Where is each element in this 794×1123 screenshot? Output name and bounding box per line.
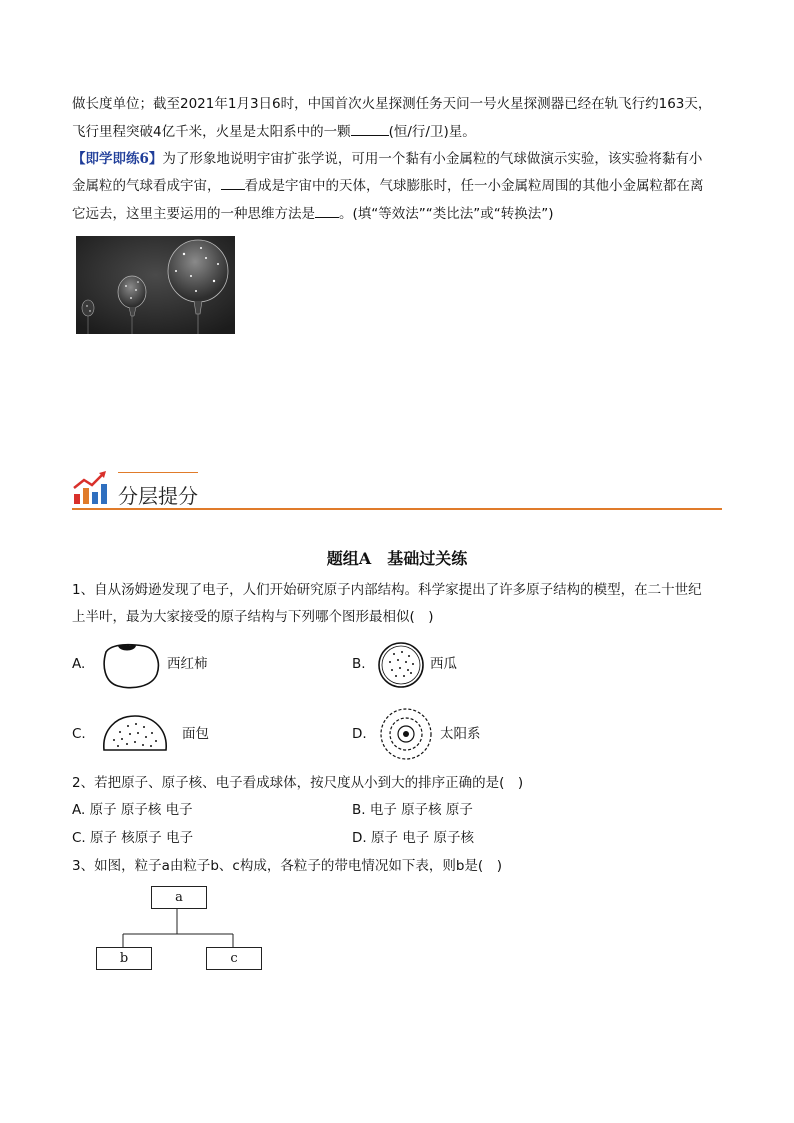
practice6-tag: 【即学即练6】	[72, 151, 163, 167]
q2-option-a: A. 原子 原子核 电子	[72, 802, 193, 818]
practice6-line-2-a: 金属粒的气球看成宇宙，	[72, 178, 221, 194]
q1-option-d-label: 太阳系	[440, 726, 481, 742]
practice6-line-2-b: 看成是宇宙中的天体，气球膨胀时，任一小金属粒周围的其他小金属粒都在离	[244, 178, 704, 194]
q3-stem: 3、如图，粒子a由粒子b、c构成，各粒子的带电情况如下表，则b是( )	[72, 858, 502, 874]
q1-option-c-label: 面包	[182, 726, 209, 742]
q1-option-b-letter: B.	[352, 656, 366, 672]
q2-option-c: C. 原子 核原子 电子	[72, 830, 194, 846]
tomato-drawing	[100, 640, 162, 690]
section-rule	[72, 508, 722, 510]
intro-line-1: 做长度单位；截至2021年1月3日6时，中国首次火星探测任务天问一号火星探测器已经在轨飞行约163天，	[72, 96, 712, 112]
q1-option-a-label: 西红柿	[167, 656, 208, 672]
q1-option-d-letter: D.	[352, 726, 367, 742]
q2-option-b: B. 电子 原子核 原子	[352, 802, 473, 818]
q2-stem: 2、若把原子、原子核、电子看成球体，按尺度从小到大的排序正确的是( )	[72, 775, 524, 791]
practice6-line-2	[72, 176, 704, 196]
q1-line-2: 上半叶，最为大家接受的原子结构与下列哪个图形最相似( )	[72, 609, 434, 625]
section-topline	[118, 472, 198, 473]
growth-chart-icon	[72, 470, 108, 506]
group-title: 题组A 基础过关练	[326, 549, 468, 568]
practice6-line-3-b: 。(填“等效法”“类比法”或“转换法”)	[339, 206, 554, 222]
balloon-photo	[76, 236, 235, 334]
particle-a-box: a	[151, 886, 207, 909]
answer-blank	[315, 204, 339, 218]
practice6-line-1	[72, 149, 702, 169]
q2-option-d: D. 原子 电子 原子核	[352, 830, 475, 846]
intro-line-2-tail: (恒/行/卫)星。	[388, 124, 476, 140]
q1-line-1: 1、自从汤姆逊发现了电子，人们开始研究原子内部结构。科学家提出了许多原子结构的模型，在二十世纪	[72, 582, 702, 598]
intro-line-2	[72, 122, 476, 142]
solar-system-drawing	[378, 706, 434, 762]
bread-drawing	[100, 712, 170, 756]
particle-b-box: b	[96, 947, 152, 970]
practice6-line-3	[72, 204, 554, 224]
intro-line-2-text: 飞行里程突破4亿千米，火星是太阳系中的一颗	[72, 124, 351, 140]
practice6-line-1-text: 为了形象地说明宇宙扩张学说，可用一个黏有小金属粒的气球做演示实验，该实验将黏有小	[162, 151, 703, 167]
q1-option-c-letter: C.	[72, 726, 86, 742]
answer-blank	[351, 122, 389, 136]
watermelon-drawing	[376, 640, 426, 690]
q1-option-b-label: 西瓜	[430, 656, 457, 672]
answer-blank	[221, 176, 245, 190]
section-header	[72, 470, 722, 512]
particle-c-box: c	[206, 947, 262, 970]
q1-option-a-letter: A.	[72, 656, 86, 672]
section-title: 分层提分	[118, 484, 198, 508]
practice6-line-3-a: 它远去，这里主要运用的一种思维方法是	[72, 206, 315, 222]
